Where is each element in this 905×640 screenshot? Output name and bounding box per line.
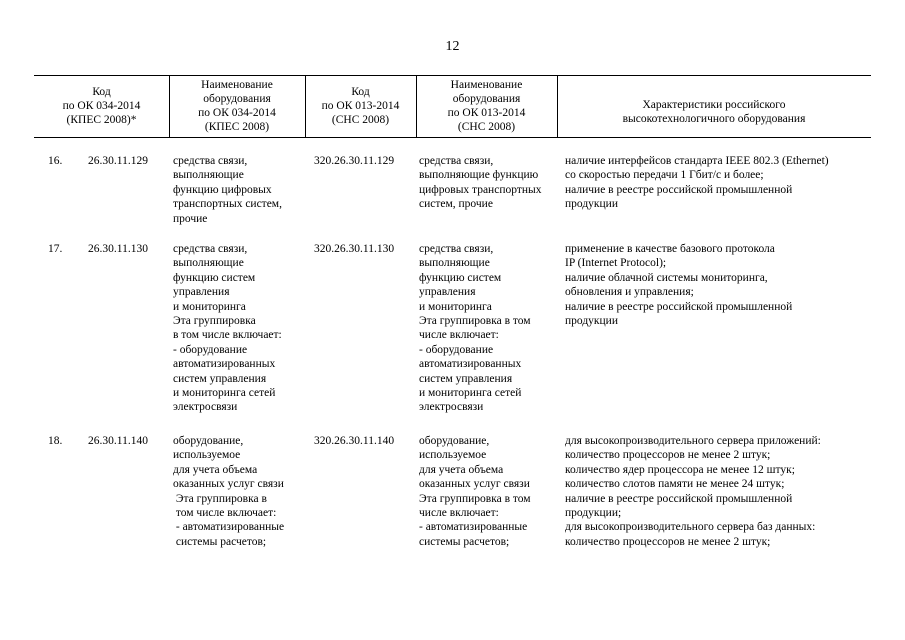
code-kpes: 26.30.11.140 bbox=[88, 435, 148, 447]
code-kpes: 26.30.11.130 bbox=[88, 243, 148, 255]
code-sns: 320.26.30.11.129 bbox=[314, 155, 395, 167]
header-characteristics: Характеристики российского высокотехнологичного оборудования bbox=[622, 99, 806, 125]
table-header-top-border bbox=[34, 75, 871, 76]
characteristics: наличие интерфейсов стандарта IEEE 802.3 (Ethernet) со скоростью передачи 1 Гбит/с и более; наличие в реестре российской промышленной продукции bbox=[565, 155, 829, 211]
characteristics: применение в качестве базового протокола IP (Internet Protocol); наличие облачной системы мониторинга, обновления и управления; наличие в реестре российской промышленной продукции bbox=[565, 243, 793, 328]
name-sns: средства связи, выполняющие функцию цифровых транспортных систем, прочие bbox=[419, 155, 542, 211]
page-number: 12 bbox=[445, 39, 460, 54]
name-sns: средства связи, выполняющие функцию систем управления и мониторинга Эта группировка в том числе включает: - оборудование автоматизированных систем управления и мониторинга сетей электросвязи bbox=[419, 243, 531, 414]
name-kpes: средства связи, выполняющие функцию систем управления и мониторинга Эта группировка в том числе включает: - оборудование автоматизированных систем управления и мониторинга сетей электросвязи bbox=[173, 243, 282, 414]
row-number: 18. bbox=[48, 435, 63, 447]
characteristics: для высокопроизводительного сервера приложений: количество процессоров не менее 2 штук; количество ядер процессора не менее 12 штук; количество слотов памяти не менее 24 штук; наличие в реестре российской промышленной продукции; для высокопроизводительного сервера баз данных: количество процессоров не менее 2 штук; bbox=[565, 435, 821, 548]
row-number: 16. bbox=[48, 155, 63, 167]
name-kpes: оборудование, используемое для учета объема оказанных услуг связи Эта группировка в том числе включает: - автоматизированные системы расчетов; bbox=[173, 435, 285, 548]
code-kpes: 26.30.11.129 bbox=[88, 155, 148, 167]
row-number: 17. bbox=[48, 243, 63, 255]
header-name-kpes: Наименование оборудования по ОК 034-2014 (КПЕС 2008) bbox=[198, 79, 276, 133]
name-sns: оборудование, используемое для учета объема оказанных услуг связи Эта группировка в том числе включает: - автоматизированные системы расчетов; bbox=[419, 435, 531, 548]
name-kpes: средства связи, выполняющие функцию цифровых транспортных систем, прочие bbox=[173, 155, 282, 225]
code-sns: 320.26.30.11.140 bbox=[314, 435, 395, 447]
header-code-sns: Код по ОК 013-2014 (СНС 2008) bbox=[321, 86, 400, 126]
code-sns: 320.26.30.11.130 bbox=[314, 243, 395, 255]
header-code-kpes: Код по ОК 034-2014 (КПЕС 2008)* bbox=[62, 86, 141, 126]
header-name-sns: Наименование оборудования по ОК 013-2014 (СНС 2008) bbox=[447, 79, 526, 133]
table-header-bottom-border bbox=[34, 137, 871, 138]
